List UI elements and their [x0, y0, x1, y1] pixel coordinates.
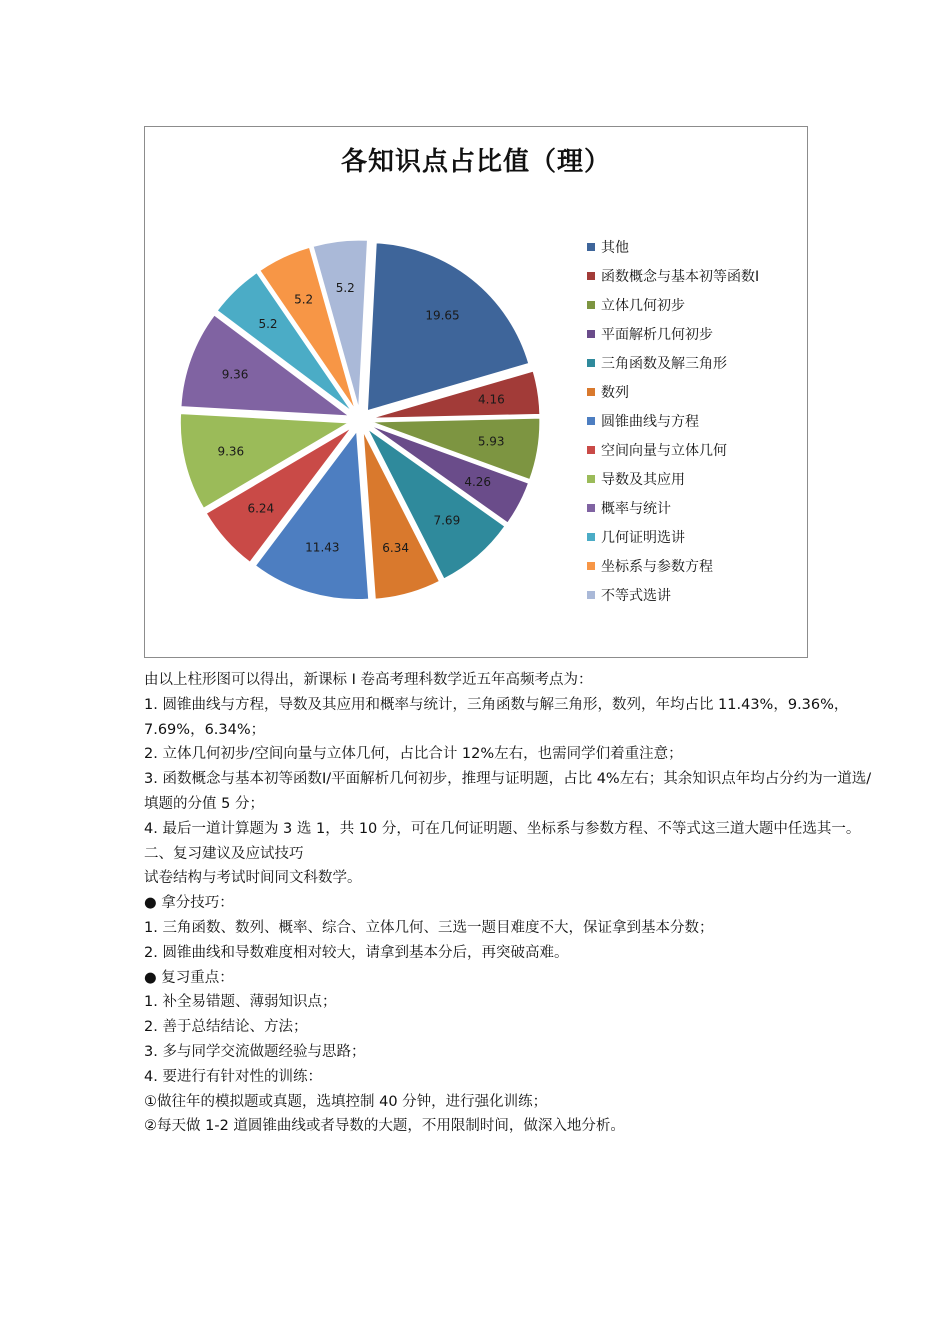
bullet-heading: ● 复习重点：: [144, 969, 234, 986]
slice-value-label: 5.2: [335, 280, 355, 295]
legend-label: 不等式选讲: [601, 587, 671, 604]
slice-value-label: 19.65: [425, 308, 460, 323]
legend-swatch: [587, 359, 595, 367]
legend-label: 数列: [601, 384, 629, 401]
legend-swatch: [587, 330, 595, 338]
slice-value-label: 5.93: [477, 434, 505, 449]
legend-label: 函数概念与基本初等函数Ⅰ: [601, 268, 760, 285]
paragraph: 1. 圆锥曲线与方程，导数及其应用和概率与统计，三角函数与解三角形，数列，年均占比 11.43%，9.36%，7.69%，6.34%；: [144, 696, 849, 738]
legend-label: 平面解析几何初步: [601, 326, 713, 343]
paragraph: 2. 立体几何初步/空间向量与立体几何，占比合计 12%左右，也需同学们着重注意；: [144, 746, 683, 763]
legend-swatch: [587, 562, 595, 570]
slice-value-label: 9.36: [221, 367, 249, 382]
legend-item: [587, 522, 759, 551]
legend-swatch: [587, 533, 595, 541]
paragraph: 3. 函数概念与基本初等函数Ⅰ/平面解析几何初步，推理与证明题，占比 4%左右；其余知识点年均占分约为一道选/填题的分值 5 分；: [144, 771, 872, 812]
paragraph: 2. 圆锥曲线和导数难度相对较大，请拿到基本分后，再突破高难。: [144, 944, 569, 961]
legend-item: [587, 232, 759, 261]
legend-label: 坐标系与参数方程: [601, 558, 713, 575]
paragraph: 由以上柱形图可以得出，新课标 I 卷高考理科数学近五年高频考点为：: [144, 672, 593, 688]
paragraph: 2. 善于总结结论、方法；: [144, 1019, 308, 1036]
slice-value-label: 6.34: [382, 541, 409, 556]
chart-title: 各知识点占比值（理）: [340, 147, 611, 177]
legend-label: 其他: [601, 239, 629, 256]
paragraph: 1. 补全易错题、薄弱知识点；: [144, 994, 337, 1011]
legend-item: [587, 290, 759, 319]
legend-label: 三角函数及解三角形: [601, 355, 727, 372]
legend-item: [587, 406, 759, 435]
legend-item: [587, 377, 759, 406]
paragraph: ①做往年的模拟题或真题，选填控制 40 分钟，进行强化训练；: [144, 1093, 548, 1110]
legend-swatch: [587, 388, 595, 396]
paragraph: 试卷结构与考试时间同文科数学。: [144, 870, 362, 887]
legend-swatch: [587, 475, 595, 483]
legend-label: 概率与统计: [601, 500, 671, 517]
slice-value-label: 5.2: [294, 292, 314, 307]
pie-chart: [144, 126, 808, 658]
paragraph: 4. 要进行有针对性的训练：: [144, 1068, 322, 1085]
legend-label: 圆锥曲线与方程: [601, 413, 699, 430]
legend-label: 几何证明选讲: [601, 529, 685, 546]
legend-label: 导数及其应用: [601, 471, 685, 488]
legend-swatch: [587, 272, 595, 280]
legend-swatch: [587, 301, 595, 309]
slice-value-label: 4.16: [478, 392, 505, 407]
legend-item: [587, 319, 759, 348]
legend-swatch: [587, 504, 595, 512]
slice-value-label: 5.2: [258, 317, 278, 332]
paragraph: ②每天做 1-2 道圆锥曲线或者导数的大题，不用限制时间，做深入地分析。: [144, 1118, 625, 1135]
legend-item: [587, 261, 759, 290]
legend-swatch: [587, 591, 595, 599]
section-heading: 二、复习建议及应试技巧: [144, 845, 304, 862]
legend-swatch: [587, 243, 595, 251]
legend-item: [587, 464, 759, 493]
bullet-heading: ● 拿分技巧：: [144, 895, 234, 912]
legend-item: [587, 348, 759, 377]
legend-label: 立体几何初步: [601, 297, 685, 314]
legend-item: [587, 580, 759, 609]
slice-value-label: 7.69: [433, 513, 461, 528]
slice-value-label: 9.36: [217, 444, 245, 459]
paragraph: 4. 最后一道计算题为 3 选 1，共 10 分，可在几何证明题、坐标系与参数方程、不等式这三道大题中任选其一。: [144, 820, 861, 837]
slice-value-label: 4.26: [464, 474, 492, 489]
legend-item: [587, 435, 759, 464]
legend-item: [587, 493, 759, 522]
slice-value-label: 6.24: [247, 501, 275, 516]
chart-legend: [587, 232, 759, 609]
legend-label: 空间向量与立体几何: [601, 442, 727, 459]
slice-value-label: 11.43: [305, 540, 340, 555]
paragraph: 1. 三角函数、数列、概率、综合、立体几何、三选一题目难度不大，保证拿到基本分数；: [144, 919, 714, 936]
document-body: [144, 668, 872, 1139]
legend-swatch: [587, 446, 595, 454]
legend-item: [587, 551, 759, 580]
paragraph: 3. 多与同学交流做题经验与思路；: [144, 1043, 366, 1060]
legend-swatch: [587, 417, 595, 425]
